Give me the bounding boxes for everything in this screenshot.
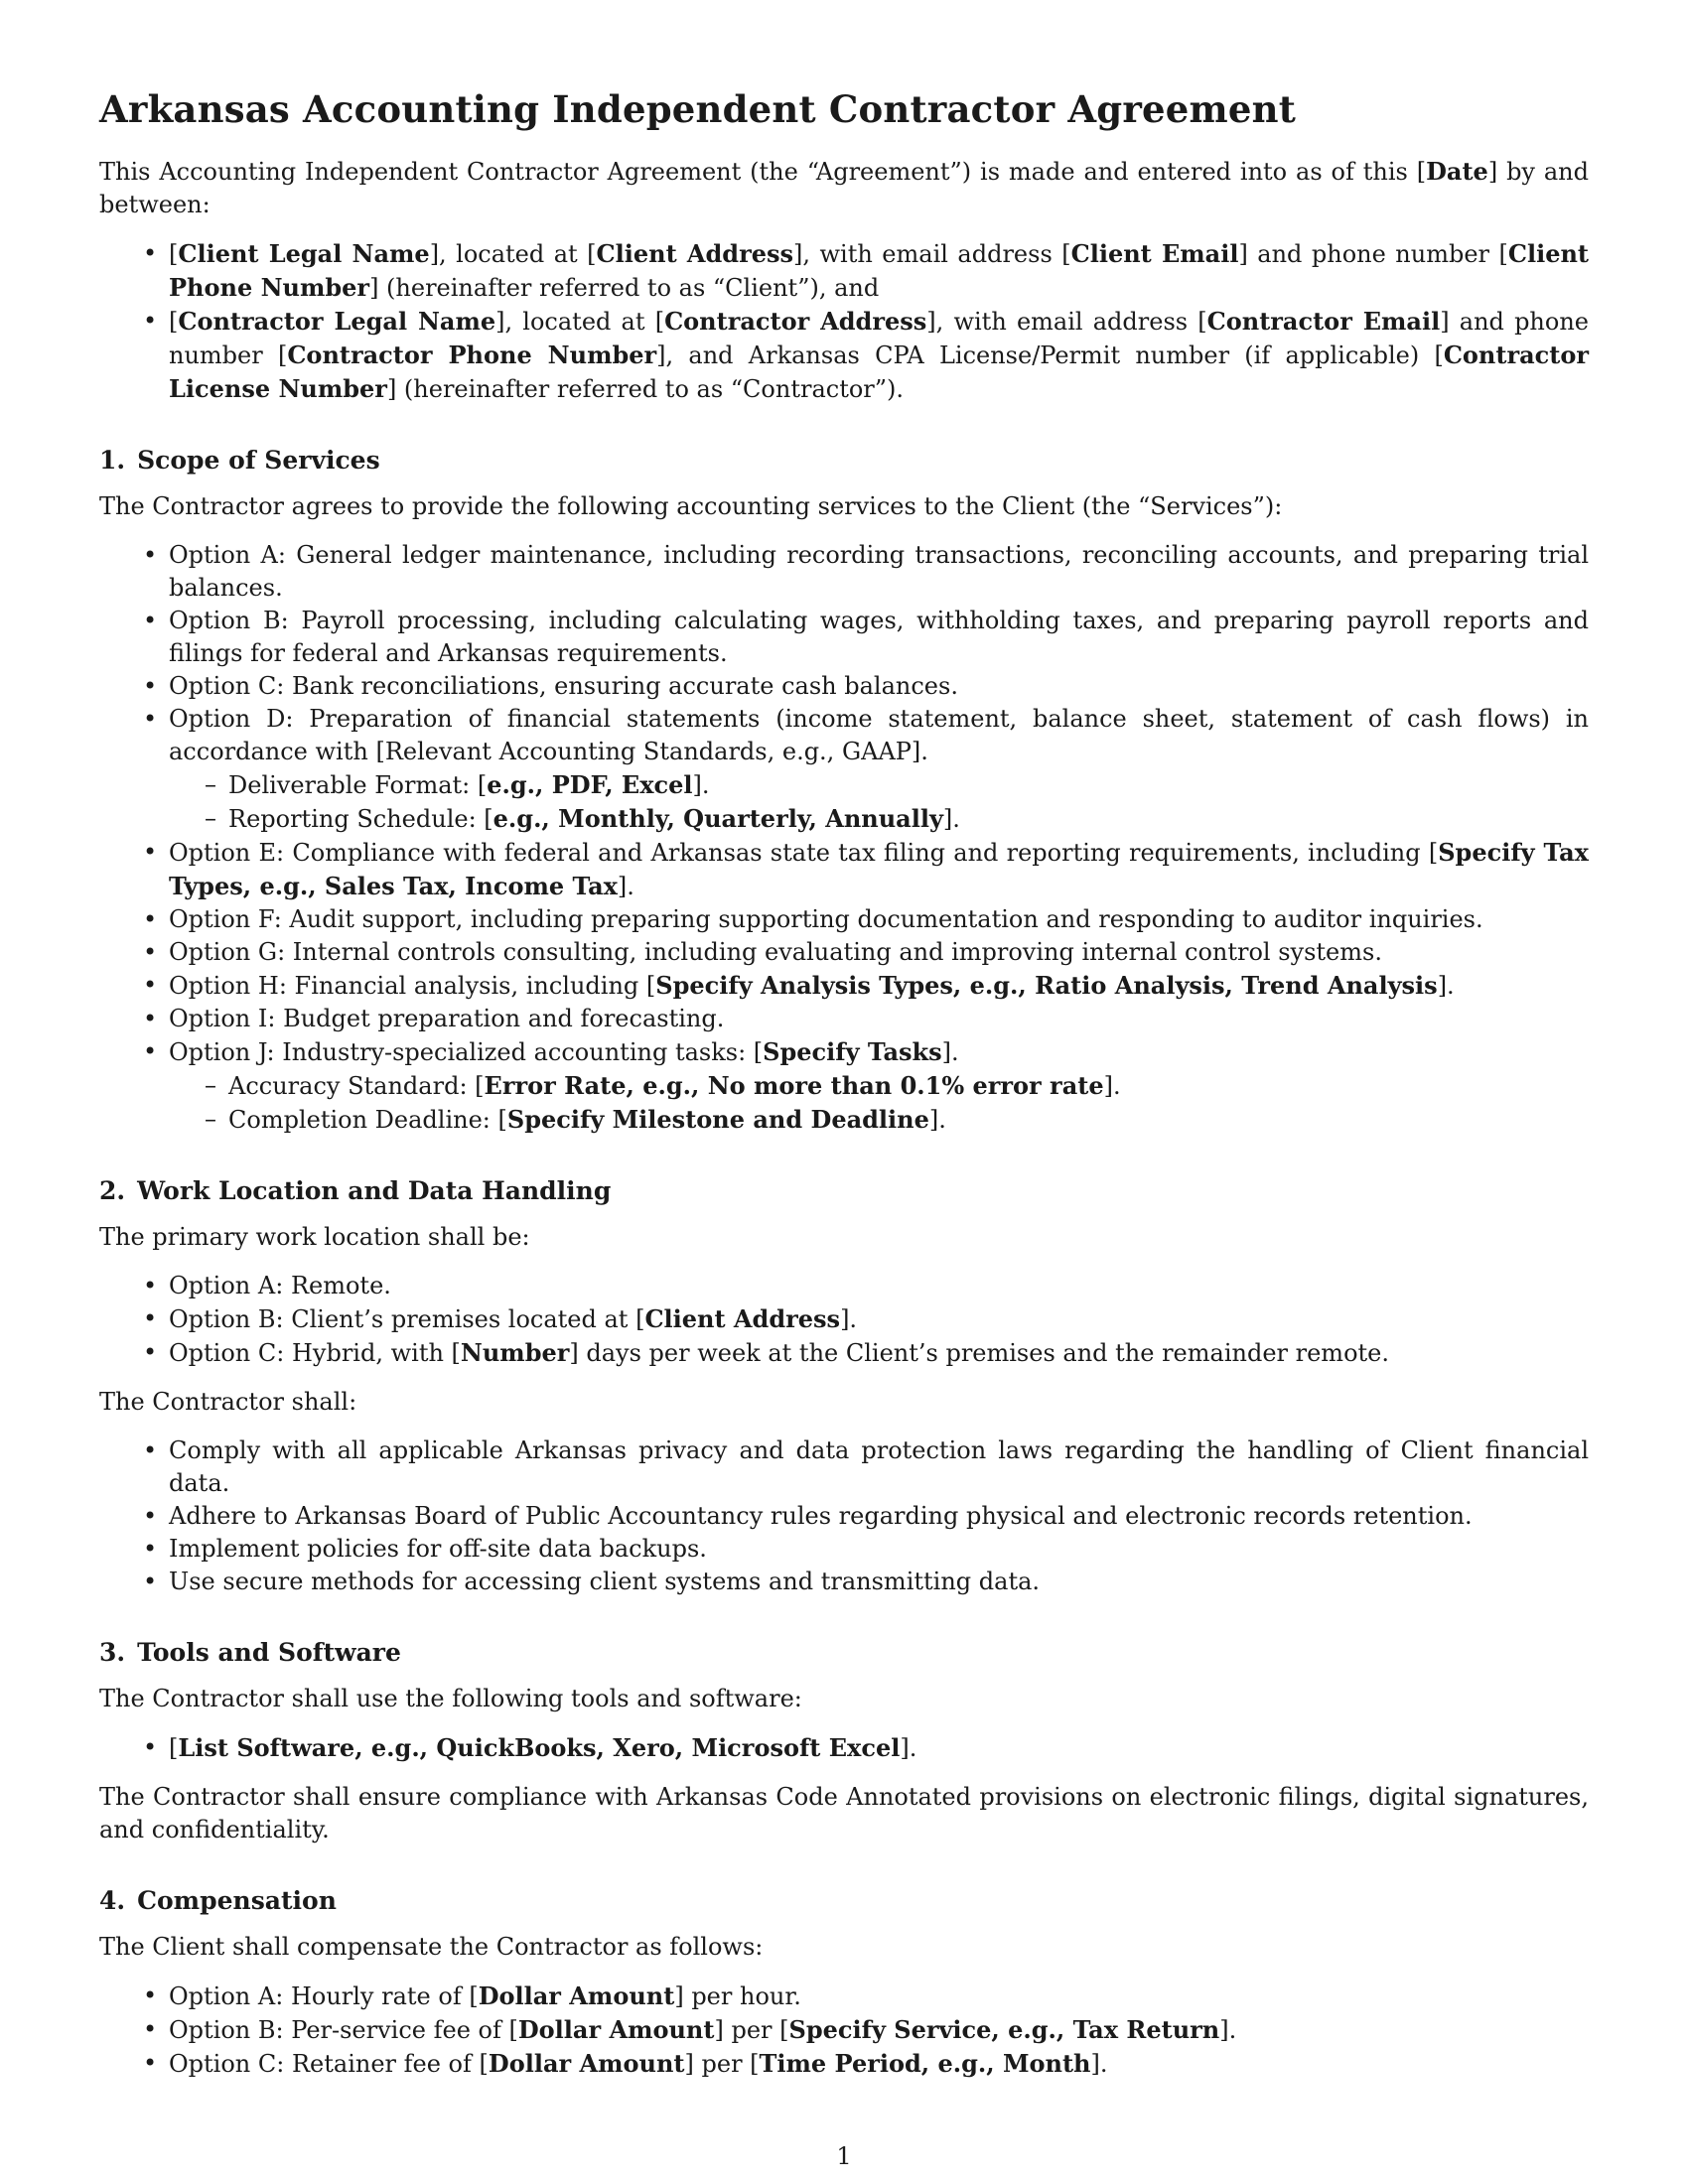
- list-item: • Option B: Per-service fee of [Dollar Amount] per [Specify Service, e.g., Tax Return].: [169, 2013, 1589, 2047]
- compensation-list: [99, 1979, 1589, 2081]
- compliance-paragraph: The Contractor shall ensure compliance with Arkansas Code Annotated provisions on electronic filings, digital signatures, and confidentiality.: [99, 1783, 1589, 1843]
- party-client: • [Client Legal Name], located at [Client Address], with email address [Client Email] and phone number [Client Phone Number] (hereinafter referred to as “Client”), and: [169, 237, 1589, 305]
- intro-paragraph: This Accounting Independent Contractor Agreement (the “Agreement”) is made and entered into as of this [Date] by and between:: [99, 157, 1590, 218]
- list-item: • Option A: General ledger maintenance, including recording transactions, reconciling accounts, and preparing trial balances.: [169, 539, 1589, 605]
- list-item: • Option B: Client’s premises located at [Client Address].: [169, 1302, 1589, 1336]
- list-item: • Option H: Financial analysis, including [Specify Analysis Types, e.g., Ratio Analysis, Trend Analysis].: [169, 969, 1589, 1003]
- sub-item: – Accuracy Standard: [Error Rate, e.g., No more than 0.1% error rate].: [228, 1069, 1589, 1103]
- data-handling-list: [99, 1434, 1589, 1598]
- list-item: • Comply with all applicable Arkansas privacy and data protection laws regarding the handling of Client financial data.: [169, 1434, 1589, 1500]
- sub-list: [169, 768, 1589, 836]
- section-1-intro: The Contractor agrees to provide the following accounting services to the Client (the “Services”):: [99, 492, 1283, 520]
- date-placeholder: Date: [1426, 157, 1488, 186]
- page-number: 1: [836, 2142, 852, 2170]
- list-item: • Implement policies for off-site data backups.: [169, 1533, 1589, 1566]
- section-heading-scope: 1. Scope of Services: [99, 446, 380, 475]
- sub-item: – Completion Deadline: [Specify Milestone and Deadline].: [228, 1103, 1589, 1137]
- list-item: • Option J: Industry-specialized accounting tasks: [Specify Tasks]. – Accuracy Standard: [Error Rate, e.g., No more than 0.1% error rate]. – Completion Deadline: [Specify Milestone and Deadline].: [169, 1035, 1589, 1137]
- list-item: • Option A: Hourly rate of [Dollar Amount] per hour.: [169, 1979, 1589, 2013]
- section-heading-tools: 3. Tools and Software: [99, 1638, 401, 1667]
- list-item: • Option D: Preparation of financial statements (income statement, balance sheet, statement of cash flows) in accordance with [Relevant Accounting Standards, e.g., GAAP]. – Deliverable Format: [e.g., PDF, Excel]. – Reporting Schedule: [e.g., Monthly, Quarterly, Annually].: [169, 703, 1589, 836]
- contractor-shall-text: The Contractor shall:: [99, 1388, 357, 1416]
- section-heading-work-location: 2. Work Location and Data Handling: [99, 1176, 612, 1205]
- section-heading-compensation: 4. Compensation: [99, 1886, 337, 1915]
- software-list: [99, 1731, 1589, 1765]
- list-item: • Option E: Compliance with federal and Arkansas state tax filing and reporting requirements, including [Specify Tax Types, e.g., Sales Tax, Income Tax].: [169, 836, 1589, 903]
- document-page: [99, 87, 1589, 2097]
- document-title: Arkansas Accounting Independent Contractor Agreement: [99, 87, 1296, 131]
- sub-item: – Deliverable Format: [e.g., PDF, Excel].: [228, 768, 1589, 802]
- list-item: • Use secure methods for accessing client systems and transmitting data.: [169, 1566, 1589, 1598]
- list-item: • [List Software, e.g., QuickBooks, Xero, Microsoft Excel].: [169, 1731, 1589, 1765]
- list-item: • Option C: Bank reconciliations, ensuring accurate cash balances.: [169, 670, 1589, 703]
- sub-list: [169, 1069, 1589, 1137]
- list-item: • Option I: Budget preparation and forecasting.: [169, 1003, 1589, 1035]
- location-list: [99, 1270, 1589, 1370]
- list-item: • Option B: Payroll processing, including calculating wages, withholding taxes, and preparing payroll reports and filings for federal and Arkansas requirements.: [169, 605, 1589, 670]
- list-item: • Adhere to Arkansas Board of Public Accountancy rules regarding physical and electronic records retention.: [169, 1500, 1589, 1533]
- section-4-intro: The Client shall compensate the Contractor as follows:: [99, 1933, 764, 1961]
- list-item: • Option C: Hybrid, with [Number] days per week at the Client’s premises and the remainder remote.: [169, 1336, 1589, 1370]
- section-3-intro: The Contractor shall use the following tools and software:: [99, 1685, 802, 1712]
- parties-list: [99, 237, 1589, 406]
- list-item: • Option C: Retainer fee of [Dollar Amount] per [Time Period, e.g., Month].: [169, 2047, 1589, 2081]
- party-contractor: • [Contractor Legal Name], located at [Contractor Address], with email address [Contractor Email] and phone number [Contractor Phone Number], and Arkansas CPA License/Permit number (if applicable) [Contractor License Number] (hereinafter referred to as “Contractor”).: [169, 305, 1589, 406]
- section-2-intro: The primary work location shall be:: [99, 1223, 530, 1251]
- scope-list: [99, 539, 1589, 1137]
- list-item: • Option A: Remote.: [169, 1270, 1589, 1302]
- list-item: • Option F: Audit support, including preparing supporting documentation and responding to auditor inquiries.: [169, 903, 1589, 936]
- sub-item: – Reporting Schedule: [e.g., Monthly, Quarterly, Annually].: [228, 802, 1589, 836]
- list-item: • Option G: Internal controls consulting, including evaluating and improving internal control systems.: [169, 936, 1589, 969]
